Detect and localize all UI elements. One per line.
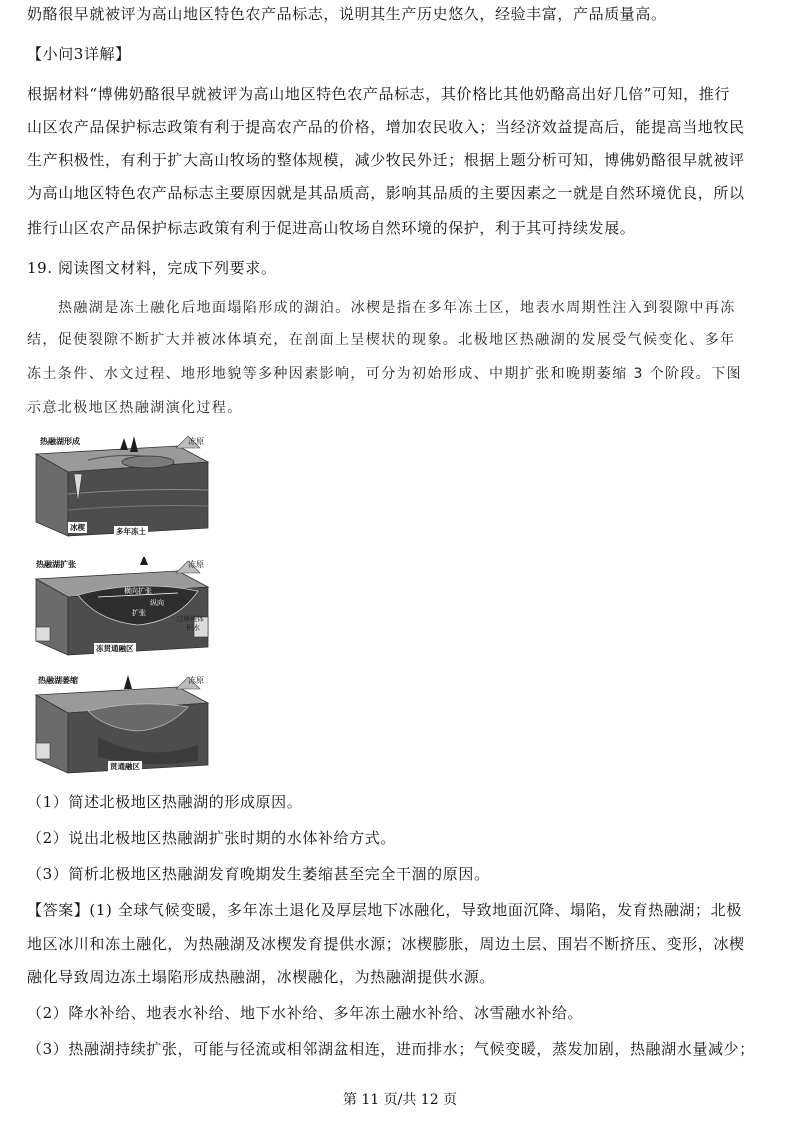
material-line: 结，促使裂隙不断扩大并被冰体填充，在剖面上呈楔状的现象。北极地区热融湖的发展受气候变化、多年 <box>27 332 736 348</box>
figure-label: 多年冻土 <box>116 527 146 536</box>
figure-corner-label: 冻原 <box>188 676 204 685</box>
text-line: 为高山地区特色农产品标志主要原因就是其品质高，影响其品质的主要因素之一就是自然环境优良，所以 <box>27 184 745 202</box>
question-number: 19. 阅读图文材料，完成下列要求。 <box>27 259 277 277</box>
material-line: 冻土条件、水文过程、地形地貌等多种因素影响，可分为初始形成、中期扩张和晚期萎缩 3 个阶段。下图 <box>27 366 743 382</box>
figure-lake-expansion <box>28 557 218 662</box>
figure-label: 贯通融区 <box>110 762 140 771</box>
material-line: 热融湖是冻土融化后地面塌陷形成的湖泊。冰楔是指在多年冻土区，地表水周期性注入到裂隙中再冻 <box>58 300 736 316</box>
figure-side-label: 积水 <box>186 624 200 632</box>
sub-question: （3）简析北极地区热融湖发育晚期发生萎缩甚至完全干涸的原因。 <box>27 865 490 883</box>
answer-line: 地区冰川和冻土融化，为热融湖及冰楔发育提供水源；冰楔膨胀，周边土层、围岩不断挤压、变形，冰楔 <box>27 935 745 953</box>
text-line: 奶酪很早就被评为高山地区特色农产品标志，说明其生产历史悠久，经验丰富，产品质量高。 <box>27 5 667 23</box>
figure-callout: 横向扩张 <box>124 587 152 595</box>
answer-line: （3）热融湖持续扩张，可能与径流或相邻湖盆相连，进而排水；气候变暖，蒸发加剧，热融湖水量减少； <box>27 1040 755 1058</box>
figure-title: 热融湖萎缩 <box>38 676 78 685</box>
figure-title: 热融湖形成 <box>40 437 80 446</box>
figure-label: 冻贯通融区 <box>96 644 134 653</box>
sub-question: （2）说出北极地区热融湖扩张时期的水体补给方式。 <box>27 829 396 847</box>
figure-label: 冰楔 <box>70 523 85 532</box>
text-line: 推行山区农产品保护标志政策有利于促进高山牧场自然环境的保护，利于其可持续发展。 <box>27 219 636 237</box>
material-line: 示意北极地区热融湖演化过程。 <box>27 400 243 416</box>
text-line: 根据材料“博佛奶酪很早就被评为高山地区特色农产品标志，其价格比其他奶酪高出好几倍”可知，推行 <box>27 85 730 103</box>
figure-callout: 纵向 <box>150 599 164 607</box>
answer-line: （2）降水补给、地表水补给、地下水补给、多年冻土融水补给、冰雪融水补给。 <box>27 1004 584 1022</box>
figure-callout: 扩张 <box>132 609 146 617</box>
figure-corner-label: 冻原 <box>188 437 204 446</box>
figure-lake-formation <box>28 432 218 544</box>
text-line: 山区农产品保护标志政策有利于提高农产品的价格，增加农民收入；当经济效益提高后，能提高当地牧民 <box>27 118 745 136</box>
figure-side-label: 过境地体 <box>176 615 204 623</box>
section-heading: 【小问3详解】 <box>27 45 131 63</box>
answer-line: 【答案】(1) 全球气候变暖，多年冻土退化及厚层地下冰融化，导致地面沉降、塌陷，发育热融湖；北极 <box>27 901 742 919</box>
text-line: 生产积极性，有利于扩大高山牧场的整体规模，减少牧民外迁；根据上题分析可知，博佛奶酪很早就被评 <box>27 151 745 169</box>
page-number: 第 11 页/共 12 页 <box>342 1092 458 1108</box>
figure-corner-label: 冻原 <box>188 560 204 569</box>
answer-line: 融化导致周边冻土塌陷形成热融湖，冰楔融化，为热融湖提供水源。 <box>27 968 496 986</box>
figure-lake-shrinkage <box>28 673 218 781</box>
sub-question: （1）简述北极地区热融湖的形成原因。 <box>27 793 303 811</box>
figure-title: 热融湖扩张 <box>36 560 76 569</box>
